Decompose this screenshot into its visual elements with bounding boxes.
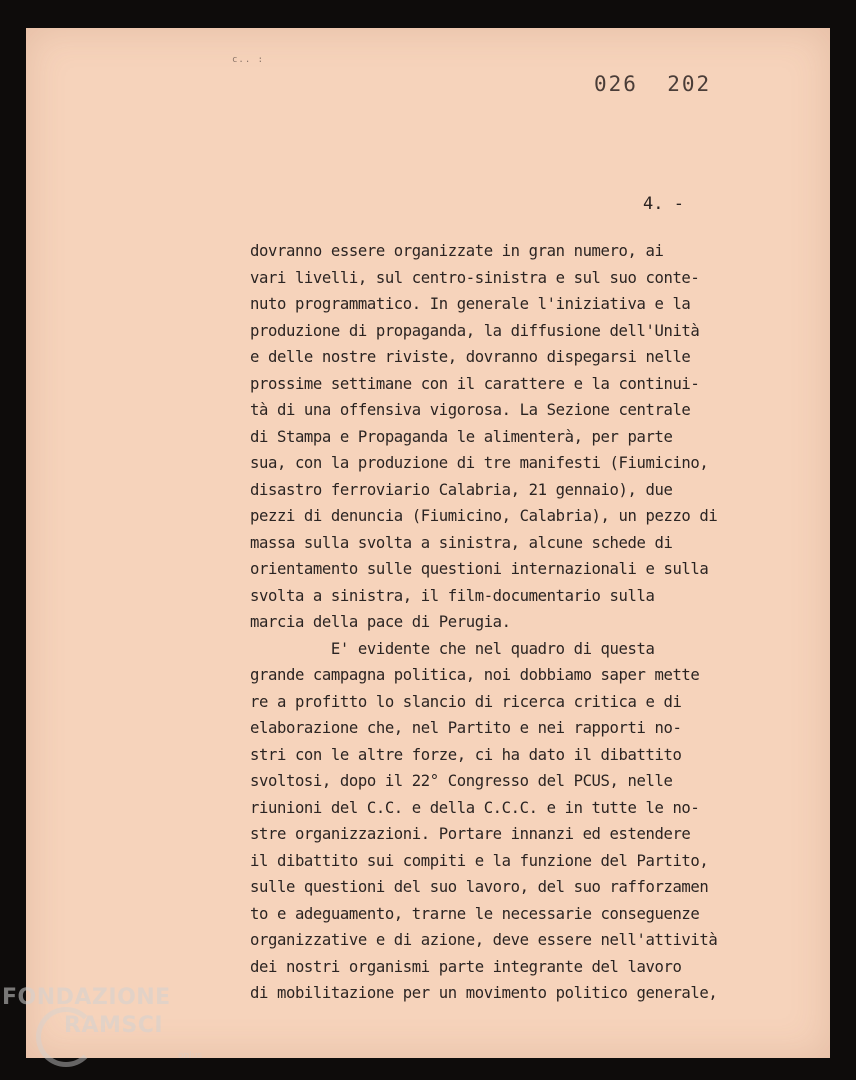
text-line: prossime settimane con il carattere e la continui-	[250, 374, 700, 393]
corner-mark: c.. :	[232, 55, 265, 65]
text-line: il dibattito sui compiti e la funzione del Partito,	[250, 851, 709, 870]
text-line: vari livelli, sul centro-sinistra e sul suo conte-	[250, 268, 700, 287]
text-line: re a profitto lo slancio di ricerca critica e di	[250, 692, 682, 711]
text-line: elaborazione che, nel Partito e nei rapporti no-	[250, 719, 682, 737]
text-line: to e adeguamento, trarne le necessarie conseguenze	[250, 904, 700, 923]
watermark-suffix: onlus	[178, 1051, 203, 1061]
text-line: disastro ferroviario Calabria, 21 gennaio), due	[250, 480, 673, 499]
text-line: nuto programmatico. In generale l'iniziativa e la	[250, 295, 691, 313]
text-line: sua, con la produzione di tre manifesti (Fiumicino,	[250, 454, 709, 472]
text-line: marcia della pace di Perugia.	[250, 613, 511, 631]
text-line: orientamento sulle questioni internazionali e sulla	[250, 560, 709, 578]
text-line: dei nostri organismi parte integrante del lavoro	[250, 957, 682, 976]
body-text	[250, 238, 780, 1007]
text-line: e delle nostre riviste, dovranno dispegarsi nelle	[250, 348, 691, 366]
text-line: riunioni del C.C. e della C.C.C. e in tutte le no-	[250, 798, 700, 817]
text-line: organizzative e di azione, deve essere nell'attività	[250, 931, 718, 949]
text-line: di mobilitazione per un movimento politico generale,	[250, 984, 718, 1002]
text-line: stri con le altre forze, ci ha dato il dibattito	[250, 745, 682, 764]
text-line: stre organizzazioni. Portare innanzi ed estendere	[250, 825, 691, 843]
text-line: dovranno essere organizzate in gran numero, ai	[250, 242, 664, 260]
text-line: produzione di propaganda, la diffusione dell'Unità	[250, 321, 700, 340]
watermark-line2: RAMSCI	[64, 1013, 164, 1038]
text-line: massa sulla svolta a sinistra, alcune schede di	[250, 533, 673, 552]
text-line: svolta a sinistra, il film-documentario sulla	[250, 586, 655, 605]
page-number: 4. -	[643, 194, 684, 214]
text-line: svoltosi, dopo il 22° Congresso del PCUS, nelle	[250, 772, 673, 790]
text-line: sulle questioni del suo lavoro, del suo rafforzamen	[250, 878, 709, 896]
archive-number: 026 202	[594, 72, 712, 96]
text-line: pezzi di denuncia (Fiumicino, Calabria), un pezzo di	[250, 507, 718, 525]
watermark-line1: FONDAZIONE	[2, 985, 171, 1010]
text-line: tà di una offensiva vigorosa. La Sezione centrale	[250, 401, 691, 419]
text-line: di Stampa e Propaganda le alimenterà, per parte	[250, 427, 673, 446]
text-line: E' evidente che nel quadro di questa	[250, 639, 655, 658]
text-line: grande campagna politica, noi dobbiamo saper mette	[250, 666, 700, 684]
